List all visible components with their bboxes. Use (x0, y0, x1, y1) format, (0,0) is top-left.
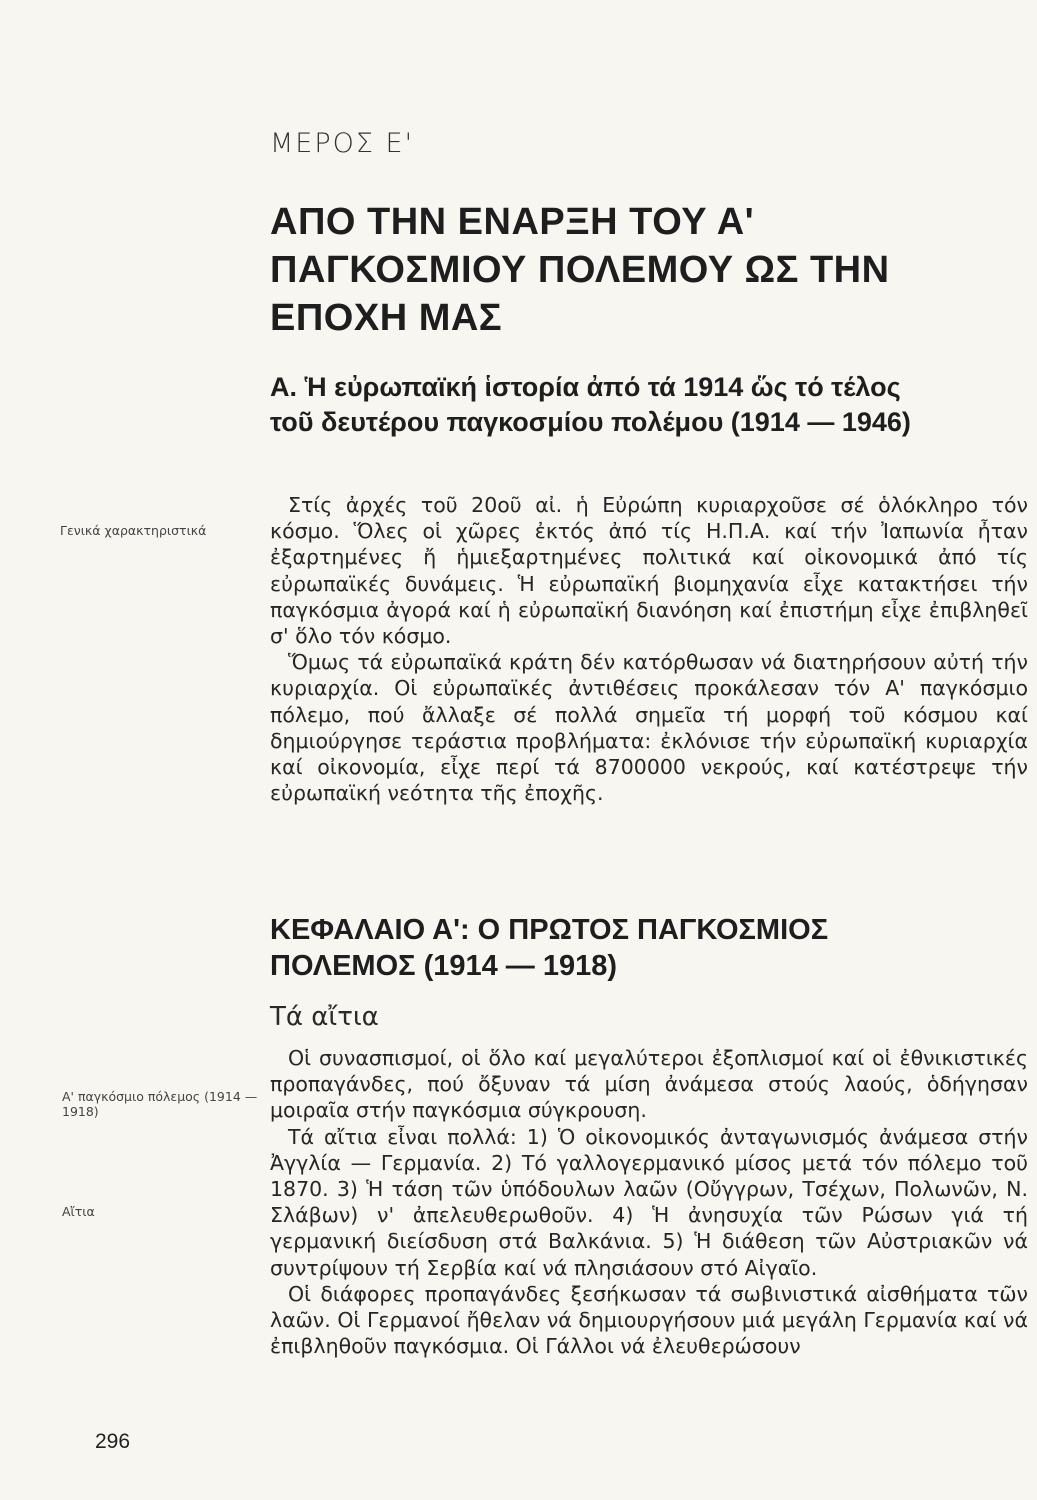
margin-note-causes: Αἴτια (62, 1204, 95, 1219)
part-label: ΜΕΡΟΣ Ε' (270, 128, 415, 159)
section-paragraph-2: Ὅμως τά εὐρωπαϊκά κράτη δέν κατόρθωσαν νά διατηρήσουν αὐτή τήν κυριαρχία. Οἱ εὐρωπαϊκές ἀντιθέσεις προκάλεσαν τόν Α' παγκόσμιο πόλεμο, πού ἄλλαξε σέ πολλά σημεῖα τή μορφή τοῦ κόσμου καί δημιούργησε τεράστια προβλήματα: ἐκλόνισε τήν εὐρωπαϊκή κυριαρχία καί οἰκονομία, εἶχε περί τά 8700000 νεκρούς, καί κατέστρεψε τήν εὐρωπαϊκή νεότητα τῆς ἐποχῆς. (270, 650, 1028, 806)
margin-note-general: Γενικά χαρακτηριστικά (60, 523, 207, 538)
section-body (270, 492, 1028, 806)
chapter-title: ΚΕΦΑΛΑΙΟ Α': Ο ΠΡΩΤΟΣ ΠΑΓΚΟΣΜΙΟΣ ΠΟΛΕΜΟΣ (1914 — 1918) (270, 914, 829, 982)
chapter-paragraph-2: Τά αἴτια εἶναι πολλά: 1) Ὁ οἰκονομικός ἀνταγωνισμός ἀνάμεσα στήν Ἀγγλία — Γερμανία. 2) Τό γαλλογερμανικό μίσος μετά τόν πόλεμο τοῦ 1870. 3) Ἡ τάση τῶν ὑπόδουλων λαῶν (Οὔγγρων, Τσέχων, Πολωνῶν, Ν. Σλάβων) ν' ἀπελευθερωθοῦν. 4) Ἡ ἀνησυχία τῶν Ρώσων γιά τή γερμανική διείσδυση στά Βαλκάνια. 5) Ἡ διάθεση τῶν Αὐστριακῶν νά συντρίψουν τή Σερβία καί νά πλησιάσουν στό Αἰγαῖο. (270, 1124, 1028, 1280)
page-number: 296 (95, 1430, 131, 1453)
subheading-causes: Τά αἴτια (270, 1002, 379, 1032)
part-title: ΑΠΟ ΤΗΝ ΕΝΑΡΞΗ ΤΟΥ Α' ΠΑΓΚΟΣΜΙΟΥ ΠΟΛΕΜΟΥ ΩΣ ΤΗΝ ΕΠΟΧΗ ΜΑΣ (270, 201, 890, 339)
section-title: Α. Ἡ εὐρωπαϊκή ἱστορία ἀπό τά 1914 ὥς τό τέλος τοῦ δευτέρου παγκοσμίου πολέμου (1914 — 1946) (270, 372, 911, 437)
chapter-paragraph-3: Οἱ διάφορες προπαγάνδες ξεσήκωσαν τά σωβινιστικά αἰσθήματα τῶν λαῶν. Οἱ Γερμανοί ἤθελαν νά δημιουργήσουν μιά μεγάλη Γερμανία καί νά ἐπιβληθοῦν παγκόσμια. Οἱ Γάλλοι νά ἐλευθερώσουν (270, 1281, 1028, 1359)
section-paragraph-1: Στίς ἀρχές τοῦ 20οῦ αἰ. ἡ Εὐρώπη κυριαρχοῦσε σέ ὁλόκληρο τόν κόσμο. Ὅλες οἱ χῶρες ἐκτός ἀπό τίς Η.Π.Α. καί τήν Ἰαπωνία ἦταν ἐξαρτημένες ἤ ἡμιεξαρτημένες πολιτικά καί οἰκονομικά ἀπό τίς εὐρωπαϊκές δυνάμεις. Ἡ εὐρωπαϊκή βιομηχανία εἶχε κατακτήσει τήν παγκόσμια ἀγορά καί ἡ εὐρωπαϊκή διανόηση καί ἐπιστήμη εἶχε ἐπιβληθεῖ σ' ὅλο τόν κόσμο. (270, 493, 1028, 649)
margin-note-ww1: Α' παγκόσμιο πόλεμος (1914 — 1918) (62, 1089, 258, 1119)
chapter-paragraph-1: Οἱ συνασπισμοί, οἱ ὅλο καί μεγαλύτεροι ἐξοπλισμοί καί οἱ ἐθνικιστικές προπαγάνδες, πού ὄξυναν τά μίση ἀνάμεσα στούς λαούς, ὁδήγησαν μοιραῖα στήν παγκόσμια σύγκρουση. (270, 1046, 1028, 1123)
chapter-body (270, 1045, 1028, 1359)
